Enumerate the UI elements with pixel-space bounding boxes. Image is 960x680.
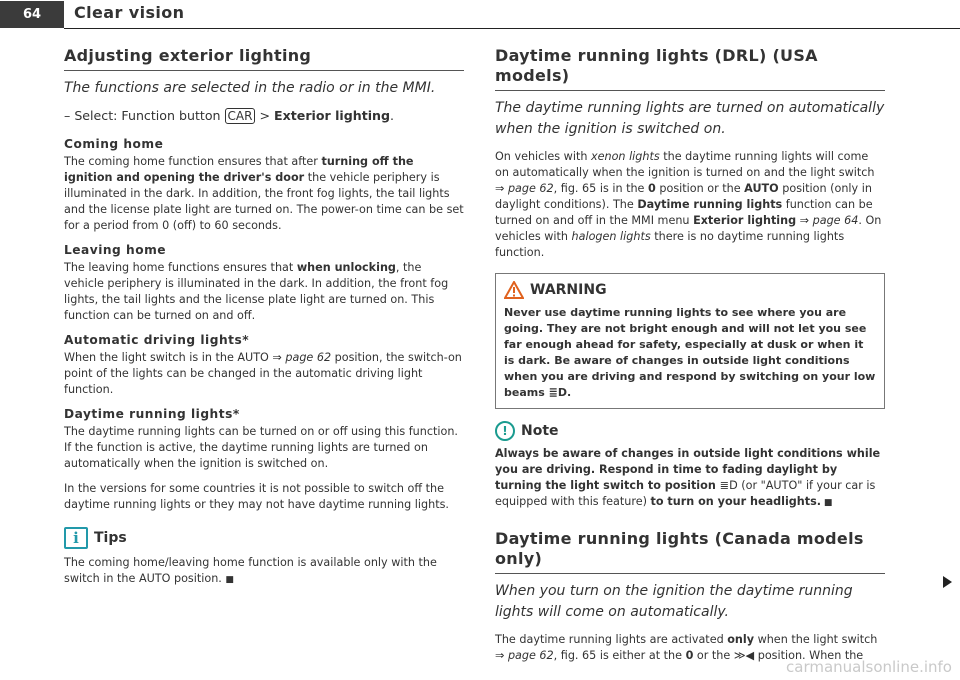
- page-reference: page 64: [812, 214, 859, 227]
- text-span: position (only in daylight conditions). The: [495, 182, 872, 211]
- text-span: or the: [693, 649, 734, 662]
- step-text: Select: Function button: [74, 108, 225, 123]
- step-separator: >: [255, 108, 275, 123]
- tips-label: Tips: [94, 530, 127, 546]
- text-bold: only: [727, 633, 755, 646]
- warning-triangle-icon: [504, 281, 524, 299]
- text-bold: 0: [648, 182, 656, 195]
- heading-automatic-driving-lights: Automatic driving lights*: [64, 333, 250, 347]
- page-number: 64: [0, 1, 64, 28]
- paragraph-automatic-driving-lights: [64, 350, 464, 398]
- text-span: when the light switch ⇒: [495, 633, 878, 662]
- warning-box: [495, 273, 885, 409]
- header-rule: [64, 28, 960, 29]
- text-span: On vehicles with: [495, 150, 591, 163]
- note-text: [495, 446, 885, 511]
- light-switch-symbol: ≣D: [719, 479, 738, 492]
- info-icon: i: [64, 527, 88, 549]
- step-dash: –: [64, 108, 71, 123]
- text-bold: to turn on your headlights.: [650, 495, 822, 508]
- section-title: Clear vision: [74, 3, 185, 22]
- text-bold: Always be aware of changes in outside light conditions while you are driving. Respond in time to fading daylight by turning the light switch to position: [495, 447, 881, 492]
- text-bold: when unlocking: [296, 261, 396, 274]
- warning-text: Never use daytime running lights to see where you are going. They are not bright enough and will not let you see far enough ahead for safety, especially at dusk or when it is dark. Be aware of changes in outside light conditions when you are driving and respond by switching on your low beams ≣D.: [504, 306, 876, 399]
- text-italic: halogen lights: [571, 230, 651, 243]
- warning-header: [504, 281, 876, 299]
- text-bold: Exterior lighting: [693, 214, 797, 227]
- heading-drl-usa: Daytime running lights (DRL) (USA models): [495, 46, 885, 91]
- tips-header: [64, 527, 464, 549]
- text-span: The leaving home functions ensures that: [64, 261, 297, 274]
- paragraph-drl-1: The daytime running lights can be turned on or off using this function. If the function is active, the daytime running lights are turned on automatically when the ignition is switched on.: [64, 425, 458, 470]
- heading-leaving-home: Leaving home: [64, 243, 167, 257]
- text-span: the daytime running lights will come on automatically when the ignition is turned on and the light switch ⇒: [495, 150, 875, 195]
- continue-arrow-icon: [943, 576, 952, 588]
- text-span: position. When the: [754, 649, 864, 662]
- heading-daytime-running-lights: Daytime running lights*: [64, 407, 240, 421]
- paragraph-coming-home: [64, 154, 464, 234]
- note-header: [495, 421, 885, 441]
- step-target: Exterior lighting: [274, 108, 391, 123]
- text-span: position, the switch-on point of the lights can be changed in the automatic driving light function.: [64, 351, 462, 396]
- note-icon: !: [495, 421, 515, 441]
- end-mark: ■: [225, 575, 234, 585]
- lead-text-drl-canada: When you turn on the ignition the daytime running lights will come on automatically.: [495, 583, 853, 620]
- car-button-key: CAR: [225, 108, 256, 124]
- paragraph-drl-2: In the versions for some countries it is not possible to switch off the daytime running lights or they may not have daytime running lights.: [64, 482, 449, 511]
- text-span: When the light switch is in the AUTO ⇒: [64, 351, 286, 364]
- text-italic: xenon lights: [590, 150, 660, 163]
- text-span: , the vehicle periphery is illuminated in the dark. In addition, the front fog lights, the tail lights and the license plate light are turned on. This function can be turned on and off.: [64, 261, 449, 322]
- left-column: [64, 46, 464, 597]
- fog-light-symbol: ≫◀: [733, 649, 755, 662]
- right-column: [495, 46, 885, 673]
- text-span: function can be turned on and off in the MMI menu: [495, 198, 873, 227]
- lead-text-drl-usa: The daytime running lights are turned on automatically when the ignition is switched on.: [495, 100, 885, 137]
- text-bold: 0: [685, 649, 694, 662]
- heading-adjusting-exterior-lighting: Adjusting exterior lighting: [64, 46, 464, 71]
- text-bold: turning off the ignition and opening the driver's door: [64, 155, 414, 184]
- watermark: carmanualsonline.info: [786, 658, 952, 676]
- text-span: , fig. 65 is in the: [553, 182, 649, 195]
- text-bold: Daytime running lights: [637, 198, 783, 211]
- paragraph-drl-usa: [495, 149, 885, 261]
- note-label: Note: [521, 423, 559, 439]
- heading-coming-home: Coming home: [64, 137, 164, 151]
- warning-label: WARNING: [530, 282, 607, 298]
- step-end: .: [390, 108, 395, 123]
- text-bold: AUTO: [744, 182, 779, 195]
- lead-text: The functions are selected in the radio or in the MMI.: [64, 80, 436, 96]
- text-span: . On vehicles with: [495, 214, 882, 243]
- page-reference: page 62: [507, 182, 554, 195]
- tips-text: [64, 555, 464, 588]
- text-span: ⇒: [796, 214, 813, 227]
- page-reference: page 62: [507, 649, 554, 662]
- instruction-step: [64, 108, 464, 124]
- text-span: The coming home function ensures that after: [64, 155, 322, 168]
- text-span: , fig. 65 is either at the: [553, 649, 686, 662]
- text-span: The daytime running lights are activated: [495, 633, 728, 646]
- text-span: (or "AUTO" if your car is equipped with this feature): [495, 479, 876, 508]
- paragraph-leaving-home: [64, 260, 464, 324]
- page-reference: page 62: [285, 351, 332, 364]
- text-span: position or the: [655, 182, 745, 195]
- text-span: The coming home/leaving home function is available only with the switch in the AUTO position.: [64, 556, 437, 585]
- text-span: there is no daytime running lights function.: [495, 230, 845, 259]
- text-span: the vehicle periphery is illuminated in the dark. In addition, the front fog lights, the tail lights and the license plate light are turned on. The power-on time can be set for a period from 0 (off) to 60 seconds.: [64, 171, 464, 232]
- heading-drl-canada: Daytime running lights (Canada models only): [495, 529, 885, 574]
- end-mark: ■: [821, 498, 833, 508]
- page-header: [0, 0, 960, 34]
